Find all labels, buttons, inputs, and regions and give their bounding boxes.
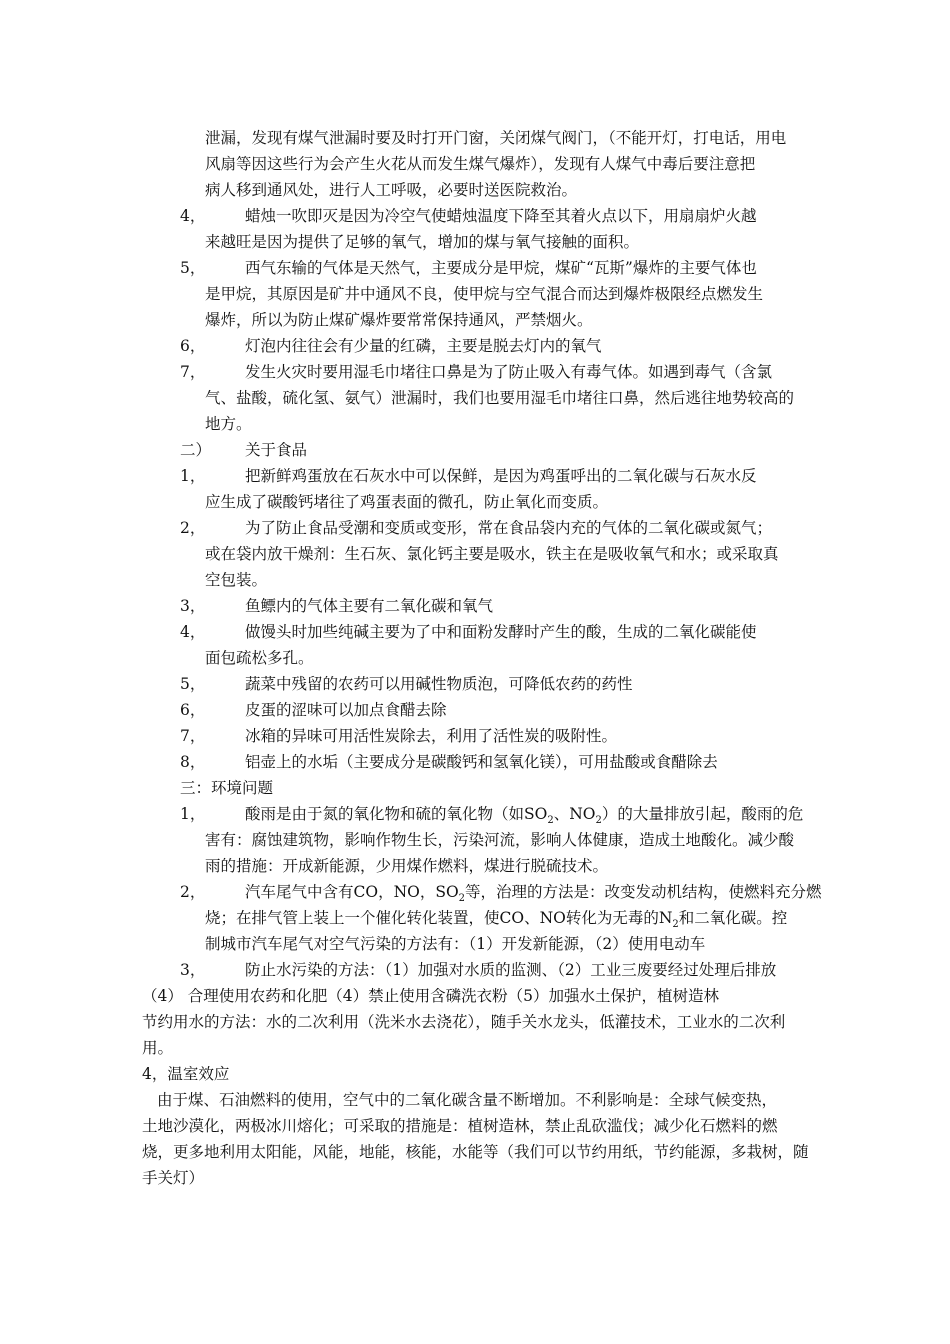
text-fragment: 、NO (553, 805, 596, 823)
list-item-line: 铝壶上的水垢（主要成分是碳酸钙和氢氧化镁），可用盐酸或食醋除去 (245, 753, 718, 771)
list-item-line: 雨的措施：开成新能源，少用煤作燃料，煤进行脱硫技术。 (205, 857, 609, 875)
list-item-line: 鱼鳔内的气体主要有二氧化碳和氧气 (245, 597, 494, 615)
text-fragment: 等，治理的方法是：改变发动机结构，使燃料充分燃 (465, 883, 822, 901)
list-number: 1， (180, 805, 206, 823)
list-item-line: 蔬菜中残留的农药可以用碱性物质泡，可降低农药的药性 (245, 675, 633, 693)
list-item-line: 做馒头时加些纯碱主要为了中和面粉发酵时产生的酸，生成的二氧化碳能使 (245, 623, 757, 641)
text-fragment: 汽车尾气中含有CO，NO，SO (245, 883, 459, 901)
list-number: 2， (180, 883, 206, 901)
list-number: 3， (180, 597, 206, 615)
list-number: 3， (180, 961, 206, 979)
subscript: 2 (458, 893, 466, 905)
list-item-line (245, 801, 803, 827)
list-number: 2， (180, 519, 206, 537)
text-fragment: 酸雨是由于氮的氧化物和硫的氧化物（如SO (245, 805, 548, 823)
list-item-line: 来越旺是因为提供了足够的氧气，增加的煤与氧气接触的面积。 (205, 233, 640, 251)
subscript: 2 (595, 815, 602, 827)
paragraph-line: 土地沙漠化，两极冰川熔化；可采取的措施是：植树造林，禁止乱砍滥伐；减少化石燃料的燃 (142, 1117, 778, 1135)
list-item-line: （4） 合理使用农药和化肥（4）禁止使用含磷洗衣粉（5）加强水土保护，植树造林 (142, 987, 720, 1005)
list-item-line: 用。 (142, 1039, 174, 1057)
list-item-line: 皮蛋的涩味可以加点食醋去除 (245, 701, 447, 719)
paragraph-line: 泄漏，发现有煤气泄漏时要及时打开门窗，关闭煤气阀门，（不能开灯，打电话，用电 (205, 129, 787, 147)
list-item-line: 或在袋内放干燥剂：生石灰、氯化钙主要是吸水，铁主在是吸收氧气和水；或采取真 (205, 545, 779, 563)
list-number: 4， (180, 623, 206, 641)
text-fragment: 烧；在排气管上装上一个催化转化装置，使CO、NO转化为无毒的N (205, 909, 673, 927)
list-number: 6， (180, 337, 206, 355)
section-heading-number: 二） (180, 441, 212, 459)
list-item-line (205, 905, 787, 931)
list-item-line: 把新鲜鸡蛋放在石灰水中可以保鲜，是因为鸡蛋呼出的二氧化碳与石灰水反 (245, 467, 757, 485)
subscript: 2 (672, 919, 679, 931)
list-number: 7， (180, 363, 206, 381)
list-item-line: 应生成了碳酸钙堵往了鸡蛋表面的微孔，防止氧化而变质。 (205, 493, 609, 511)
list-item-line: 为了防止食品受潮和变质或变形，常在食品袋内充的气体的二氧化碳或氮气； (245, 519, 773, 537)
list-item-line: 灯泡内往往会有少量的红磷，主要是脱去灯内的氧气 (245, 337, 602, 355)
list-item-line: 西气东输的气体是天然气，主要成分是甲烷，煤矿“瓦斯”爆炸的主要气体也 (245, 259, 757, 277)
list-number: 8， (180, 753, 206, 771)
list-item-line: 发生火灾时要用湿毛巾堵往口鼻是为了防止吸入有毒气体。如遇到毒气（含氯 (245, 363, 773, 381)
list-number: 1， (180, 467, 206, 485)
paragraph-line: 手关灯） (142, 1169, 205, 1187)
subscript: 2 (547, 815, 554, 827)
list-number: 5， (180, 675, 206, 693)
list-number: 6， (180, 701, 206, 719)
list-item-line: 是甲烷，其原因是矿井中通风不良，使甲烷与空气混合而达到爆炸极限经点燃发生 (205, 285, 764, 303)
paragraph-line: 由于煤、石油燃料的使用，空气中的二氧化碳含量不断增加。不利影响是：全球气候变热， (157, 1091, 778, 1109)
list-number: 4， (180, 207, 206, 225)
paragraph-line: 病人移到通风处，进行人工呼吸，必要时送医院救治。 (205, 181, 578, 199)
list-item-line: 制城市汽车尾气对空气污染的方法有：（1）开发新能源，（2）使用电动车 (205, 935, 706, 953)
paragraph-line: 烧，更多地利用太阳能，风能，地能，核能，水能等（我们可以节约用纸，节约能源，多栽树，随 (142, 1143, 809, 1161)
list-item-line: 爆炸，所以为防止煤矿爆炸要常常保持通风，严禁烟火。 (205, 311, 593, 329)
section-heading: 三：环境问题 (180, 779, 274, 797)
list-item-line: 地方。 (205, 415, 252, 433)
list-item-line (245, 879, 822, 905)
list-item-line: 气、盐酸，硫化氢、氨气）泄漏时，我们也要用湿毛巾堵往口鼻，然后逃往地势较高的 (205, 389, 795, 407)
paragraph-line: 风扇等因这些行为会产生火花从而发生煤气爆炸），发现有人煤气中毒后要注意把 (205, 155, 756, 173)
section-heading: 关于食品 (245, 441, 308, 459)
list-number: 7， (180, 727, 206, 745)
list-item-line: 面包疏松多孔。 (205, 649, 314, 667)
list-item-line: 蜡烛一吹即灭是因为冷空气使蜡烛温度下降至其着火点以下，用扇扇炉火越 (245, 207, 757, 225)
list-item-line: 害有：腐蚀建筑物，影响作物生长，污染河流，影响人体健康，造成土地酸化。减少酸 (205, 831, 795, 849)
text-fragment: ）的大量排放引起，酸雨的危 (601, 805, 804, 823)
list-item-line: 冰箱的异味可用活性炭除去，利用了活性炭的吸附性。 (245, 727, 618, 745)
list-number: 5， (180, 259, 206, 277)
list-item-line: 防止水污染的方法：（1）加强对水质的监测、（2）工业三废要经过处理后排放 (245, 961, 777, 979)
list-item-line: 空包装。 (205, 571, 268, 589)
text-fragment: 和二氧化碳。控 (678, 909, 788, 927)
section-heading: 4，温室效应 (142, 1065, 230, 1083)
list-item-line: 节约用水的方法：水的二次利用（洗米水去浇花），随手关水龙头，低灌技术，工业水的二次利 (142, 1013, 786, 1031)
